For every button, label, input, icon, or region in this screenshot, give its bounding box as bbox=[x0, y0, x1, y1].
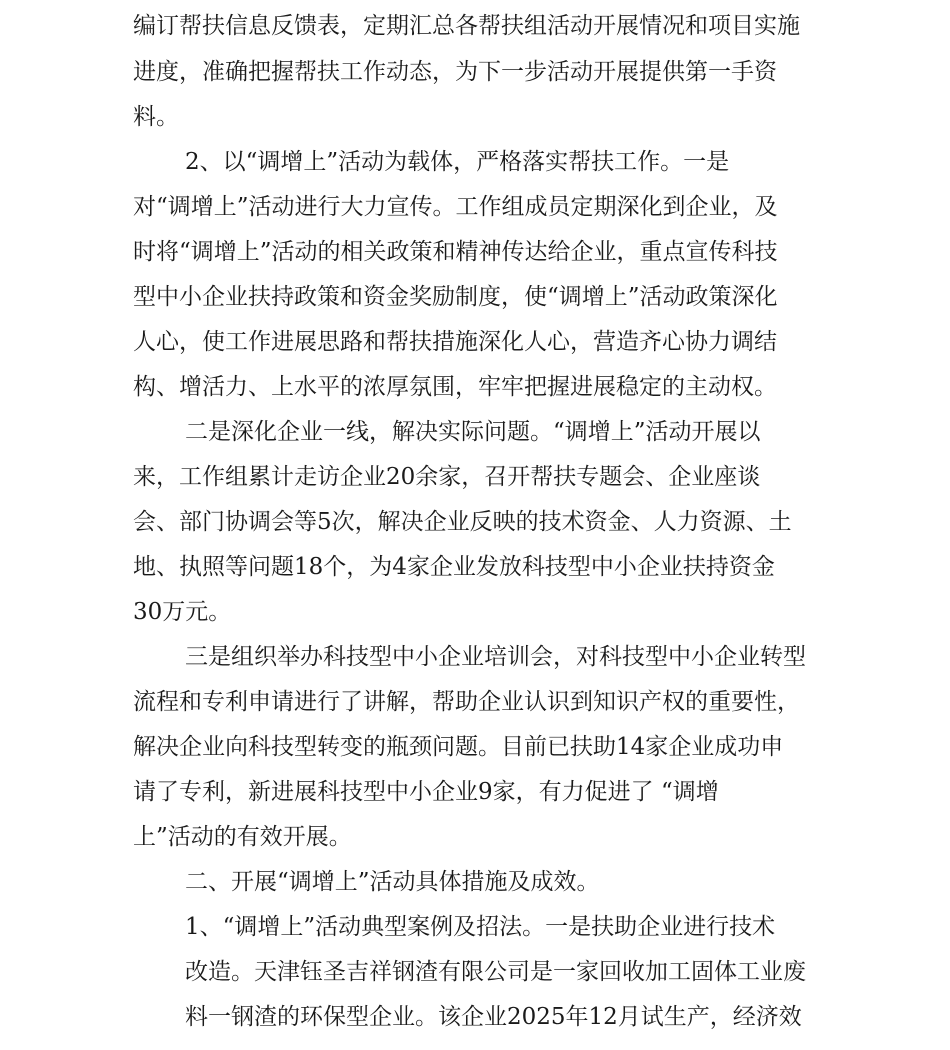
text-line: 地、执照等问题18个，为4家企业发放科技型中小企业扶持资金 bbox=[133, 554, 775, 580]
text-line: 人心，使工作进展思路和帮扶措施深化人心，营造齐心协力调结 bbox=[133, 329, 777, 355]
text-line: 进度，准确把握帮扶工作动态，为下一步活动开展提供第一手资 bbox=[133, 59, 777, 85]
text-line: 三是组织举办科技型中小企业培训会，对科技型中小企业转型 bbox=[185, 644, 806, 670]
text-line: 编订帮扶信息反馈表，定期汇总各帮扶组活动开展情况和项目实施 bbox=[133, 13, 800, 39]
text-line: 上”活动的有效开展。 bbox=[133, 824, 352, 850]
text-line: 时将“调增上”活动的相关政策和精神传达给企业，重点宣传科技 bbox=[133, 239, 778, 265]
text-line: 来，工作组累计走访企业20余家，召开帮扶专题会、企业座谈 bbox=[133, 464, 761, 490]
text-line: 1、“调增上”活动典型案例及招法。一是扶助企业进行技术 bbox=[185, 914, 776, 940]
text-line: 料一钢渣的环保型企业。该企业2025年12月试生产，经济效 bbox=[185, 1004, 802, 1030]
text-line: 构、增活力、上水平的浓厚氛围，牢牢把握进展稳定的主动权。 bbox=[133, 374, 777, 400]
text-line: 料。 bbox=[133, 104, 179, 130]
text-line: 二是深化企业一线，解决实际问题。“调增上”活动开展以 bbox=[185, 419, 761, 445]
text-line: 型中小企业扶持政策和资金奖励制度，使“调增上”活动政策深化 bbox=[133, 284, 778, 310]
text-line: 2、以“调增上”活动为载体，严格落实帮扶工作。一是 bbox=[185, 149, 730, 175]
text-line: 请了专利，新进展科技型中小企业9家，有力促进了 “调增 bbox=[133, 779, 719, 805]
text-line: 会、部门协调会等5次，解决企业反映的技术资金、人力资源、土 bbox=[133, 509, 792, 535]
text-line: 30万元。 bbox=[133, 599, 232, 625]
section-heading: 二、开展“调增上”活动具体措施及成效。 bbox=[185, 869, 600, 895]
text-line: 改造。天津钰圣吉祥钢渣有限公司是一家回收加工固体工业废 bbox=[185, 959, 806, 985]
text-line: 对“调增上”活动进行大力宣传。工作组成员定期深化到企业，及 bbox=[133, 194, 778, 220]
text-line: 流程和专利申请进行了讲解，帮助企业认识到知识产权的重要性， bbox=[133, 689, 800, 715]
text-line: 解决企业向科技型转变的瓶颈问题。目前已扶助14家企业成功申 bbox=[133, 734, 784, 760]
